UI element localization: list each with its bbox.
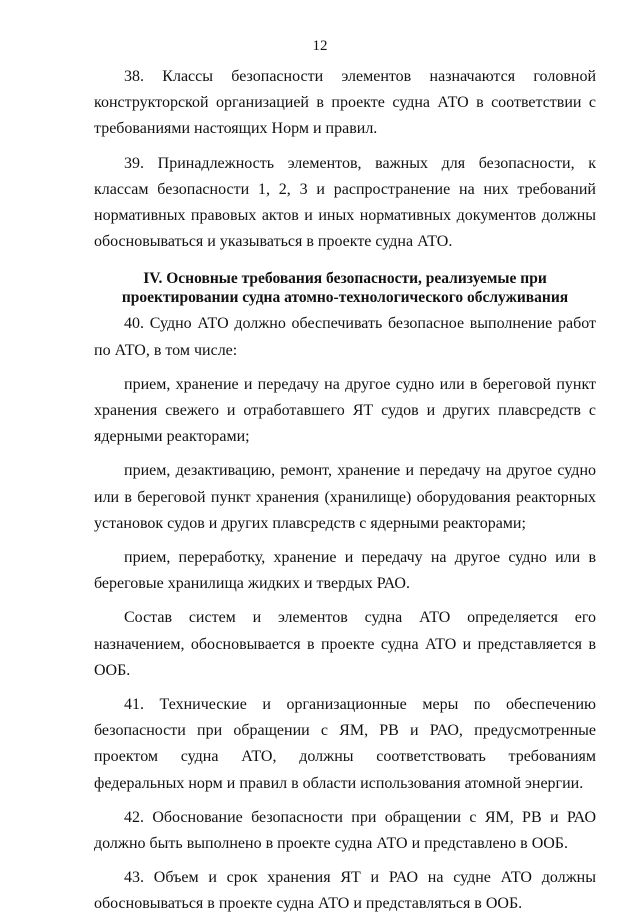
paragraph-41: 41. Технические и организационные меры по обеспечению безопасности при обращении с ЯМ, РВ и РАО, предусмотренные проектом судна АТО, должны соответствовать требованиям федеральных норм и правил в области использования атомной энергии. [94,696,596,792]
paragraph-composition: Состав систем и элементов судна АТО определяется его назначением, обосновывается в проекте судна АТО и представляется в ООБ. [94,609,596,679]
paragraph-42: 42. Обоснование безопасности при обращении с ЯМ, РВ и РАО должно быть выполнено в проекте судна АТО и представлено в ООБ. [94,808,596,853]
section-heading-line-2: проектировании судна атомно-технологического обслуживания [121,289,569,307]
section-heading-line-1: IV. Основные требования безопасности, реализуемые при [143,270,547,288]
list-item-fuel: прием, хранение и передачу на другое судно или в береговой пункт хранения свежего и отработавшего ЯТ судов и других плавсредств с ядерными реакторами; [94,375,596,446]
document-body [94,64,596,918]
list-item-equipment: прием, дезактивацию, ремонт, хранение и передачу на другое судно или в береговой пункт хранения (хранилище) оборудования реакторных установок судов и других плавсредств с ядерными реакторами; [94,462,596,532]
paragraph-38: 38. Классы безопасности элементов назначаются головной конструкторской организацией в проекте судна АТО в соответствии с требованиями настоящих Норм и правил. [94,68,596,138]
section-heading [94,269,596,307]
paragraph-43: 43. Объем и срок хранения ЯТ и РАО на судне АТО должны обосновываться в проекте судна АТО и представляться в ООБ. [94,869,596,913]
paragraph-40: 40. Судно АТО должно обеспечивать безопасное выполнение работ по АТО, в том числе: [94,315,596,359]
paragraph-39: 39. Принадлежность элементов, важных для безопасности, к классам безопасности 1, 2, 3 и распространение на них требований нормативных правовых актов и иных нормативных документов должны обосновываться и указываться в проекте судна АТО. [94,154,596,251]
page-number: 12 [312,38,328,54]
list-item-waste: прием, переработку, хранение и передачу на другое судно или в береговые хранилища жидких и твердых РАО. [94,549,596,593]
